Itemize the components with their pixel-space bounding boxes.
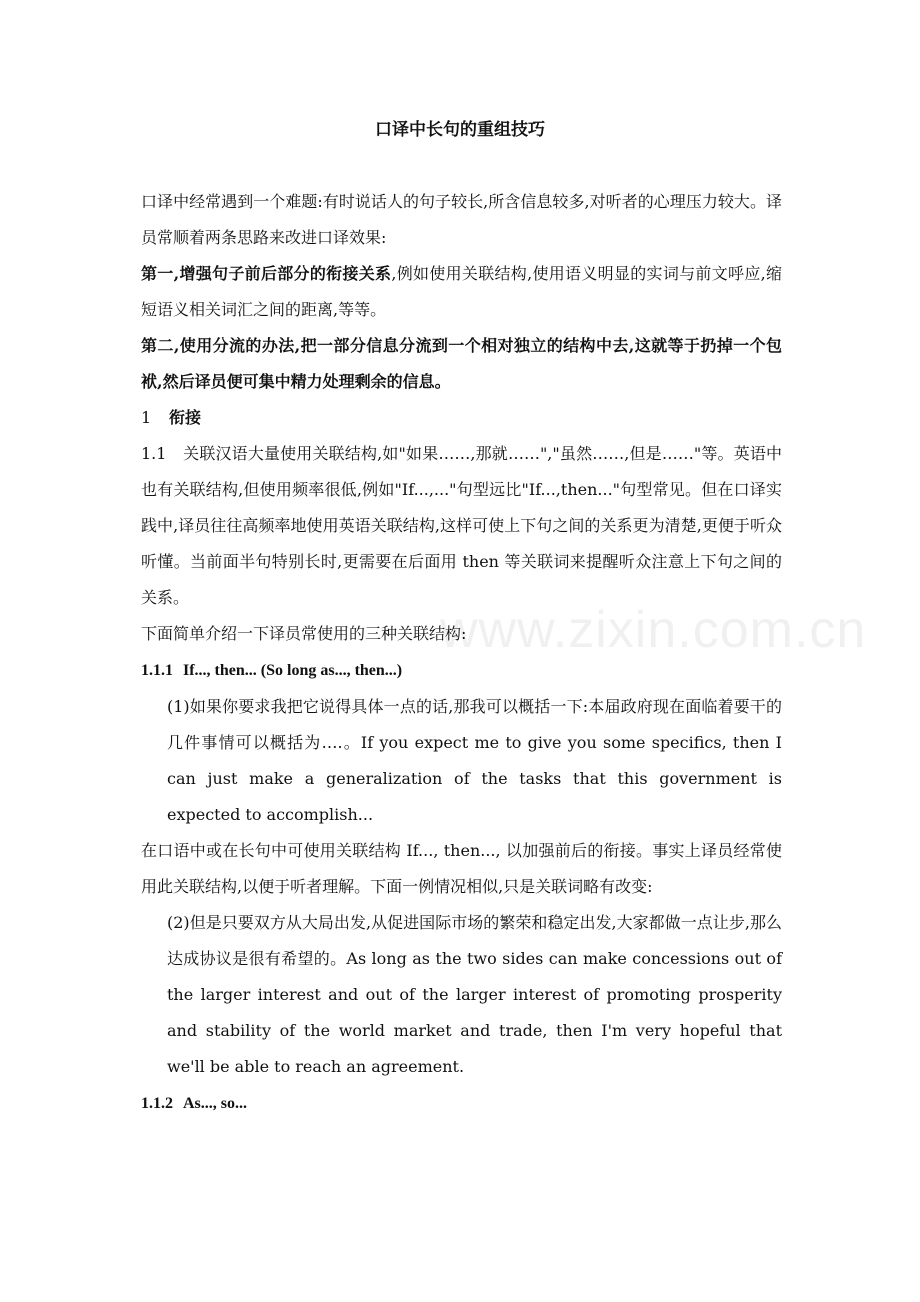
section-1-1-1-title: If..., then... (So long as..., then...): [183, 662, 403, 679]
section-1-title: 衔接: [169, 408, 202, 427]
example-1: (1)如果你要求我把它说得具体一点的话,那我可以概括一下:本届政府现在面临着要干的几件事情可以概括为….。If you expect me to give you some specifics, then I can just make a generalization of the tasks that this government is expected to accomplish...: [167, 697, 782, 824]
section-1-1-number: 1.1: [141, 444, 167, 463]
section-1-1-2-heading: [141, 1085, 782, 1122]
first-point-paragraph: [141, 256, 782, 328]
section-1-1-1-number: 1.1.1: [141, 662, 173, 679]
example-2: (2)但是只要双方从大局出发,从促进国际市场的繁荣和稳定出发,大家都做一点让步,那么达成协议是很有希望的。As long as the two sides can make concessions out of the larger interest and out of the larger interest of promoting prosperity and stability of the world market and trade, then I'm very hopeful that we'll be able to reach an agreement.: [167, 913, 782, 1076]
paragraph-after-example-1: 在口语中或在长句中可使用关联结构 If..., then..., 以加强前后的衔接。事实上译员经常使用此关联结构,以便于听者理解。下面一例情况相似,只是关联词略有改变:: [141, 841, 782, 896]
page-title: 口译中长句的重组技巧: [375, 120, 545, 140]
intro-paragraph: 口译中经常遇到一个难题:有时说话人的句子较长,所含信息较多,对听者的心理压力较大。译员常顺着两条思路来改进口译效果:: [141, 192, 782, 247]
section-1-1-2-title: As..., so...: [183, 1095, 248, 1112]
section-1-heading: [141, 400, 782, 436]
three-structures-intro: 下面简单介绍一下译员常使用的三种关联结构:: [141, 624, 467, 643]
watermark: www.zixin.com.cn: [440, 601, 867, 659]
section-1-number: 1: [141, 408, 152, 427]
first-point-rest: ,例如使用关联结构,使用语义明显的实词与前文呼应,缩短语义相关词汇之间的距离,等等。: [141, 264, 782, 319]
second-point-paragraph: 第二,使用分流的办法,把一部分信息分流到一个相对独立的结构中去,这就等于扔掉一个包袱,然后译员便可集中精力处理剩余的信息。: [141, 336, 782, 391]
section-1-1-paragraph: [141, 436, 782, 616]
first-point-bold: 第一,增强句子前后部分的衔接关系: [141, 264, 392, 283]
section-1-1-text: 关联汉语大量使用关联结构,如"如果……,那就……","虽然……,但是……"等。英语中也有关联结构,但使用频率很低,例如"If...,..."句型远比"If...,then..."句型常见。但在口译实践中,译员往往高频率地使用英语关联结构,这样可使上下句之间的关系更为清楚,更便于听众听懂。当前面半句特别长时,更需要在后面用 then 等关联词来提醒听众注意上下句之间的关系。: [141, 444, 782, 607]
section-1-1-2-number: 1.1.2: [141, 1095, 173, 1112]
